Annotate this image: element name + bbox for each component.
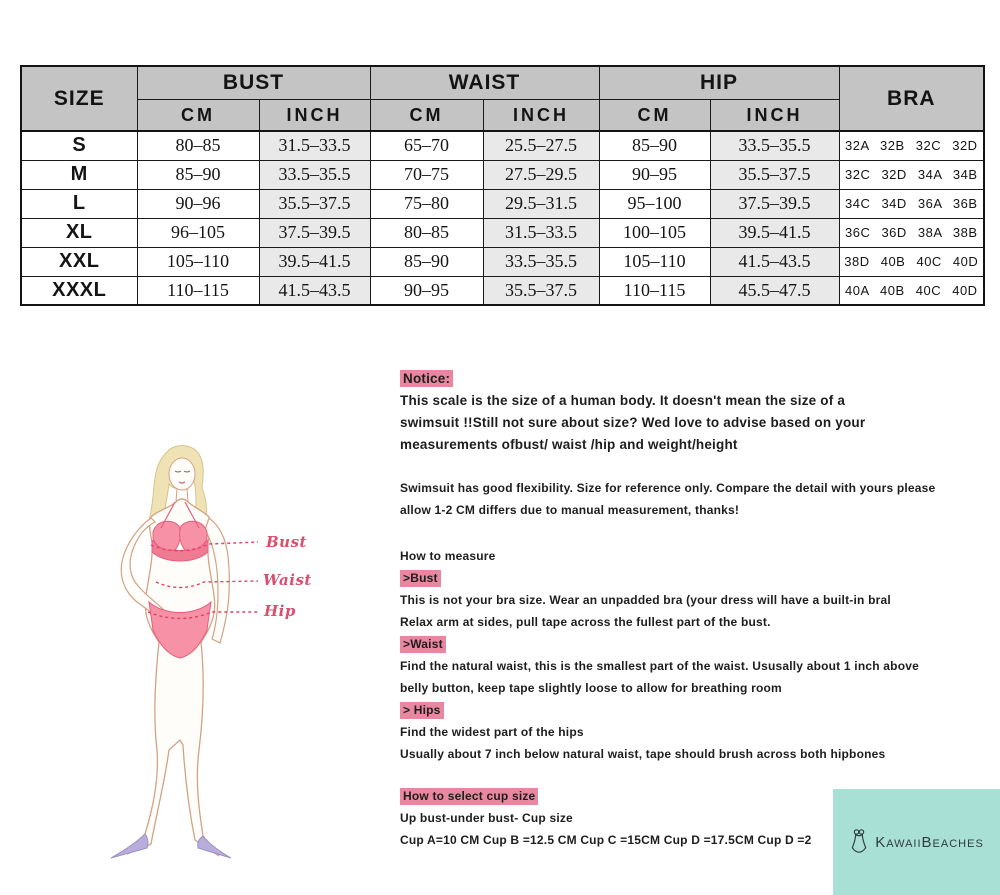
- hip-inch-cell: 39.5–41.5: [710, 218, 839, 247]
- bust-inch-cell: 37.5–39.5: [259, 218, 370, 247]
- subheader-waist-inch: INCH: [483, 100, 599, 132]
- waist-label: Waist: [263, 571, 312, 589]
- waist-cm-cell: 90–95: [370, 276, 483, 305]
- cup-size-heading: How to select cup size: [400, 788, 538, 805]
- hip-cm-cell: 100–105: [599, 218, 710, 247]
- size-cell: XL: [21, 218, 137, 247]
- hip-inch-cell: 41.5–43.5: [710, 247, 839, 276]
- cup-size-line-2: Cup A=10 CM Cup B =12.5 CM Cup C =15CM Cup D =17.5CM Cup D =2: [400, 833, 812, 847]
- size-cell: XXL: [21, 247, 137, 276]
- waist-instruction-1: Find the natural waist, this is the smallest part of the waist. Ususally about 1 inch above: [400, 659, 919, 673]
- size-row-xxxl: [21, 276, 984, 305]
- waist-instruction-2: belly button, keep tape slightly loose to allow for breathing room: [400, 681, 782, 695]
- waist-inch-cell: 33.5–35.5: [483, 247, 599, 276]
- size-cell: M: [21, 160, 137, 189]
- hip-cm-cell: 110–115: [599, 276, 710, 305]
- col-header-hip: HIP: [599, 66, 839, 100]
- bust-inch-cell: 31.5–33.5: [259, 131, 370, 160]
- col-header-bust: BUST: [137, 66, 370, 100]
- size-row-xxl: [21, 247, 984, 276]
- flexibility-line-1: Swimsuit has good flexibility. Size for reference only. Compare the detail with yours please: [400, 481, 936, 495]
- hip-cm-cell: 95–100: [599, 189, 710, 218]
- waist-cm-cell: 65–70: [370, 131, 483, 160]
- subheader-waist-cm: CM: [370, 100, 483, 132]
- size-table: [20, 65, 985, 306]
- size-cell: XXXL: [21, 276, 137, 305]
- bust-cm-cell: 105–110: [137, 247, 259, 276]
- size-row-m: [21, 160, 984, 189]
- bust-inch-cell: 33.5–35.5: [259, 160, 370, 189]
- size-cell: L: [21, 189, 137, 218]
- flexibility-line-2: allow 1-2 CM differs due to manual measurement, thanks!: [400, 503, 740, 517]
- measurement-figure: [95, 440, 365, 865]
- bust-inch-cell: 39.5–41.5: [259, 247, 370, 276]
- bust-instruction-1: This is not your bra size. Wear an unpadded bra (your dress will have a built-in bral: [400, 593, 891, 607]
- bra-cell: 34C 34D 36A 36B: [839, 189, 984, 218]
- bust-cm-cell: 96–105: [137, 218, 259, 247]
- waist-section-heading: >Waist: [400, 636, 446, 653]
- bust-label: Bust: [266, 533, 307, 551]
- size-cell: S: [21, 131, 137, 160]
- hips-section-heading: > Hips: [400, 702, 444, 719]
- waist-inch-cell: 27.5–29.5: [483, 160, 599, 189]
- subheader-bust-cm: CM: [137, 100, 259, 132]
- hip-label: Hip: [264, 602, 296, 620]
- hip-inch-cell: 45.5–47.5: [710, 276, 839, 305]
- notice-line-2: swimsuit !!Still not sure about size? Wed love to advise based on your: [400, 415, 866, 430]
- bust-section-heading: >Bust: [400, 570, 441, 587]
- hip-cm-cell: 90–95: [599, 160, 710, 189]
- bra-cell: 32A 32B 32C 32D: [839, 131, 984, 160]
- cup-size-line-1: Up bust-under bust- Cup size: [400, 811, 573, 825]
- waist-cm-cell: 70–75: [370, 160, 483, 189]
- waist-inch-cell: 31.5–33.5: [483, 218, 599, 247]
- waist-cm-cell: 80–85: [370, 218, 483, 247]
- hip-cm-cell: 85–90: [599, 131, 710, 160]
- bra-cell: 36C 36D 38A 38B: [839, 218, 984, 247]
- waist-cm-cell: 85–90: [370, 247, 483, 276]
- notice-line-3: measurements ofbust/ waist /hip and weight/height: [400, 437, 738, 452]
- size-row-s: [21, 131, 984, 160]
- swimsuit-icon: [849, 828, 869, 856]
- subheader-hip-cm: CM: [599, 100, 710, 132]
- col-header-size: SIZE: [21, 66, 137, 131]
- bust-cm-cell: 90–96: [137, 189, 259, 218]
- hip-inch-cell: 33.5–35.5: [710, 131, 839, 160]
- brand-logo-badge: [833, 789, 1000, 895]
- hip-cm-cell: 105–110: [599, 247, 710, 276]
- notice-heading: Notice:: [400, 370, 453, 387]
- subheader-hip-inch: INCH: [710, 100, 839, 132]
- size-row-xl: [21, 218, 984, 247]
- bust-cm-cell: 80–85: [137, 131, 259, 160]
- bust-instruction-2: Relax arm at sides, pull tape across the fullest part of the bust.: [400, 615, 771, 629]
- size-table-header: [21, 66, 984, 131]
- bust-inch-cell: 41.5–43.5: [259, 276, 370, 305]
- bust-cm-cell: 85–90: [137, 160, 259, 189]
- woman-sketch-illustration: [95, 440, 365, 865]
- hips-instruction-1: Find the widest part of the hips: [400, 725, 584, 739]
- waist-inch-cell: 25.5–27.5: [483, 131, 599, 160]
- bra-cell: 40A 40B 40C 40D: [839, 276, 984, 305]
- measurement-guide: [400, 368, 992, 851]
- waist-inch-cell: 35.5–37.5: [483, 276, 599, 305]
- hips-instruction-2: Usually about 7 inch below natural waist, tape should brush across both hipbones: [400, 747, 886, 761]
- how-to-measure-title: How to measure: [400, 549, 496, 563]
- bust-inch-cell: 35.5–37.5: [259, 189, 370, 218]
- bust-cm-cell: 110–115: [137, 276, 259, 305]
- size-row-l: [21, 189, 984, 218]
- bra-cell: 38D 40B 40C 40D: [839, 247, 984, 276]
- waist-inch-cell: 29.5–31.5: [483, 189, 599, 218]
- notice-line-1: This scale is the size of a human body. It doesn't mean the size of a: [400, 393, 846, 408]
- subheader-bust-inch: INCH: [259, 100, 370, 132]
- col-header-bra: BRA: [839, 66, 984, 131]
- col-header-waist: WAIST: [370, 66, 599, 100]
- hip-inch-cell: 37.5–39.5: [710, 189, 839, 218]
- brand-name: KawaiiBeaches: [875, 833, 984, 851]
- waist-cm-cell: 75–80: [370, 189, 483, 218]
- hip-inch-cell: 35.5–37.5: [710, 160, 839, 189]
- bra-cell: 32C 32D 34A 34B: [839, 160, 984, 189]
